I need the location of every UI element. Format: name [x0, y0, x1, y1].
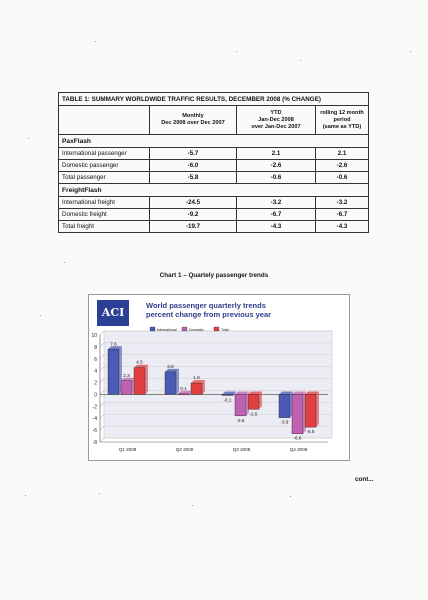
category-label: Q4 2008 [289, 447, 308, 452]
y-tick-label: 4 [94, 368, 97, 375]
grid-diagonal [100, 367, 104, 371]
bar-value-label: 2.3 [123, 372, 130, 378]
category-label: Q3 2008 [232, 447, 251, 452]
bar [121, 381, 132, 395]
grid-diagonal [100, 355, 104, 359]
grid-diagonal [100, 438, 104, 442]
bar [191, 383, 202, 394]
scan-speck [192, 505, 193, 506]
y-tick-label: 2 [94, 380, 97, 387]
cell-rolling: -2.6 [316, 160, 369, 172]
bar [292, 394, 303, 433]
cell-monthly: -19.7 [150, 221, 237, 233]
grid-diagonal [100, 331, 104, 335]
bar-value-label: -6.6 [293, 435, 302, 441]
scan-speck [28, 138, 29, 139]
table-header-ytd: YTD Jan-Dec 2008 over Jan-Dec 2007 [237, 106, 316, 135]
cell-monthly: -24.5 [150, 197, 237, 209]
legend-label: Total [221, 328, 229, 332]
bar-side [316, 391, 319, 427]
bar-value-label: 4.5 [136, 359, 143, 365]
legend-swatch [150, 327, 155, 331]
chart-title: World passenger quarterly trends percent change from previous year [146, 301, 272, 319]
bar [134, 368, 145, 395]
scan-speck [64, 262, 65, 263]
bar-value-label: -5.5 [306, 429, 315, 435]
section-name: PaxFlash [59, 135, 369, 148]
cell-monthly: -6.0 [150, 160, 237, 172]
bar-value-label: -0.1 [223, 397, 232, 403]
row-label: Total freight [59, 221, 150, 233]
grid-diagonal [100, 402, 104, 406]
bar-value-label: -3.6 [236, 417, 245, 423]
bar [248, 394, 259, 409]
bar [222, 394, 233, 395]
scan-speck [25, 495, 26, 496]
cell-ytd: -2.6 [237, 160, 316, 172]
cell-monthly: -5.8 [150, 172, 237, 184]
cell-ytd: -6.7 [237, 209, 316, 221]
cell-rolling: -6.7 [316, 209, 369, 221]
bar-value-label: 3.8 [167, 363, 174, 369]
aci-logo: ACI [97, 300, 129, 326]
cell-ytd: -4.3 [237, 221, 316, 233]
cell-monthly: -9.2 [150, 209, 237, 221]
scan-speck [99, 493, 100, 494]
grid-diagonal [100, 379, 104, 383]
category-label: Q1 2008 [118, 447, 137, 452]
bar-value-label: -2.5 [249, 411, 258, 417]
table-title: TABLE 1: SUMMARY WORLDWIDE TRAFFIC RESULTS, DECEMBER 2008 (% CHANGE) [59, 93, 369, 106]
scan-speck [40, 315, 41, 316]
bar-value-label: 7.6 [110, 341, 117, 347]
y-tick-label: -6 [92, 428, 97, 435]
cell-ytd: 2.1 [237, 148, 316, 160]
bar [108, 349, 119, 394]
chart-caption: Chart 1 – Quartely passenger trends [159, 272, 269, 279]
scan-speck [290, 496, 291, 497]
legend-label: Domestic [189, 328, 204, 332]
category-label: Q2 2008 [175, 447, 194, 452]
table-header-rolling: rolling 12 month period (same as YTD) [316, 106, 369, 135]
grid-diagonal [100, 426, 104, 430]
scan-speck [236, 51, 237, 52]
row-label: International passenger [59, 148, 150, 160]
bar-side [145, 365, 148, 395]
y-tick-label: 10 [91, 333, 97, 339]
grid-diagonal [100, 414, 104, 418]
scan-speck [410, 51, 411, 52]
y-tick-label: -4 [92, 416, 97, 423]
cell-ytd: -0.6 [237, 172, 316, 184]
bar-side [259, 391, 262, 409]
row-label: International freight [59, 197, 150, 209]
scan-speck [300, 60, 301, 61]
scan-speck [95, 41, 96, 42]
bar-value-label: 0.1 [180, 385, 187, 391]
bar-value-label: 1.9 [193, 375, 200, 381]
bar [235, 394, 246, 415]
cell-rolling: -3.2 [316, 197, 369, 209]
bar [178, 394, 189, 395]
legend-label: International [157, 328, 177, 332]
y-tick-label: 0 [94, 392, 97, 399]
cell-rolling: -0.6 [316, 172, 369, 184]
table-header-monthly: Monthly Dec 2008 over Dec 2007 [150, 106, 237, 135]
grid-diagonal [100, 390, 104, 394]
bar-value-label: -3.9 [280, 419, 289, 425]
legend-swatch [182, 327, 187, 331]
bar [305, 394, 316, 427]
cell-ytd: -3.2 [237, 197, 316, 209]
y-tick-label: 8 [94, 344, 97, 351]
continued-note: cont... [355, 476, 374, 483]
bar [279, 394, 290, 417]
section-name: FreightFlash [59, 184, 369, 197]
cell-monthly: -5.7 [150, 148, 237, 160]
cell-rolling: -4.3 [316, 221, 369, 233]
grid-diagonal [100, 343, 104, 347]
y-tick-label: -8 [92, 440, 97, 446]
bar-side [176, 369, 179, 395]
y-tick-label: -2 [92, 404, 97, 411]
row-label: Total passenger [59, 172, 150, 184]
bar [165, 372, 176, 395]
row-label: Domestic passenger [59, 160, 150, 172]
cell-rolling: 2.1 [316, 148, 369, 160]
y-tick-label: 6 [94, 356, 97, 363]
row-label: Domestic freight [59, 209, 150, 221]
legend-swatch [214, 327, 219, 331]
